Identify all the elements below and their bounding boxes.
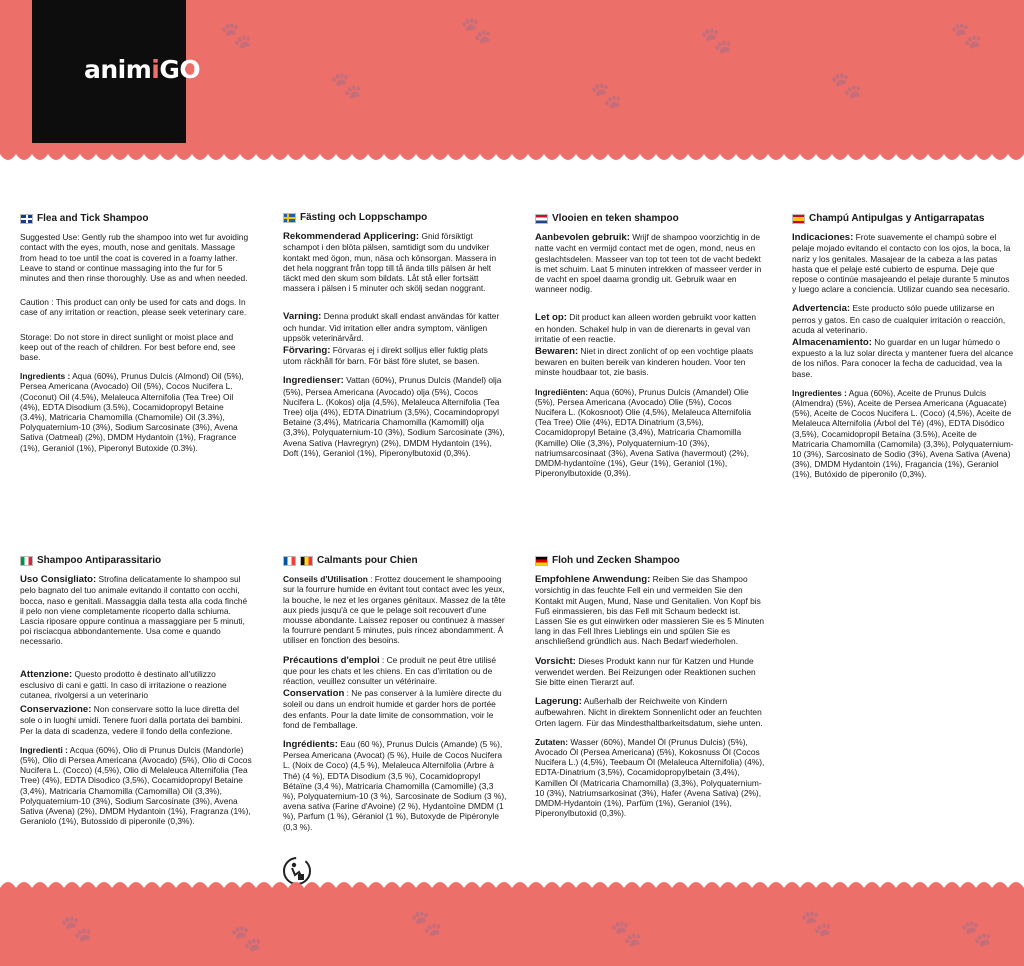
usage-text: Uso Consigliato: Strofina delicatamente lo shampoo sul pelo bagnato del tuo animale evitando il contatto con occhi, bocca, naso e genitali. Massaggia dalla testa alla coda finché il pelo non viene completamente ricoperto dalla schiuma. Lascia riposare oppure continua a massaggiare per 5 minuti, poi risciacqua abbondantemente. Usa come e quando necessario.	[20, 574, 248, 647]
section-title: Calmants pour Chien	[283, 556, 508, 566]
germany-flag-icon	[535, 556, 548, 566]
paw-print-icon: 🐾	[800, 908, 833, 938]
precautions-text: Précautions d'emploi : Ce produit ne peut être utilisé que pour les chats et les chiens. En cas d'irritation ou de réaction, veuillez consulter un vétérinaire.	[283, 654, 497, 687]
netherlands-flag-icon	[535, 214, 548, 224]
section-german	[535, 556, 765, 827]
storage-text: Bewaren: Niet in direct zonlicht of op een vochtige plaats bewaren en buiten bereik van kinderen houden. Voor ten minste houdbaar tot, zie basis.	[535, 346, 754, 378]
section-title: Floh und Zecken Shampoo	[535, 556, 765, 566]
paw-print-icon: 🐾	[330, 70, 363, 100]
storage-text: Conservazione: Non conservare sotto la luce diretta del sole o in luoghi umidi. Tenere fuori dalla portata dei bambini. Per la data di scadenza, vedere il fondo della confezione.	[20, 704, 243, 736]
top-scalloped-edge	[0, 146, 1024, 168]
paw-print-icon: 🐾	[950, 20, 983, 50]
section-spanish	[792, 214, 1014, 489]
ingredients-text: Ingredientes : Agua (60%), Aceite de Prunus Dulcis (Almendra) (5%), Aceite de Persea Americana (Aguacate) (5%), Aceite de Cocos Nucifera L. (Coco) (4,5%), Aceite de Melaleuca Alternifolia (Árbol del Té) (4%), EDTA Disódico (3,5%), Cocamidopropil Betaína (3.5%), Aceite de Matricaria Chamomilla (Camomila) (3,3%), Polyquaternium-10 (3%), Sarcosinato de Sodio (3%), Avena Sativa (Avena) (3%), DMDM Hydantoin (1%), Fragancia (1%), Geraniol (1%), Butóxido de piperonilo (0,3%).	[792, 387, 1014, 480]
caution-text: Let op: Dit product kan alleen worden gebruikt voor katten en honden. Schakel hulp in van de dierenarts in geval van irritatie of een reactie.	[535, 312, 756, 344]
section-title: Fästing och Loppschampo	[283, 213, 505, 223]
paw-print-icon: 🐾	[230, 923, 263, 953]
section-swedish	[283, 213, 505, 467]
paw-print-icon: 🐾	[960, 918, 993, 948]
paw-print-icon: 🐾	[60, 913, 93, 943]
ingredients-text: Ingredienser: Vattan (60%), Prunus Dulcis (Mandel) olja (5%), Persea Americana (Avocado) olja (5%), Cocos Nucifera L. (Kokos) olja (4,5%), Melaleuca Alternifolia (Tea Tree) olja (4%), EDTA Dinatrium (3,5%), Cocamindopropyl Betaine (3,4%), Matricaria Chamomilla (Kamomill) olja (3,3%), Polyquaternium-10 (3%), Sodium Sarcosinate (3%), Avena Sativa (Havregryn) (2%), DMDM Hydantoin (1%), Doft (1%), Geraniol (1%), Piperonylbutoxid (0,3%).	[283, 375, 505, 458]
paw-print-icon: 🐾	[590, 80, 623, 110]
belgium-flag-icon	[300, 556, 313, 566]
usage-text: Empfohlene Anwendung: Reiben Sie das Shampoo vorsichtig in das feuchte Fell ein und vermeiden Sie den Kontakt mit Augen, Mund, Nase und Genitalien. Von Kopf bis Fuß einmassieren, bis das Fell mit Schaum bedeckt ist. Lassen Sie es gut einwirken oder massieren Sie es 5 Minuten lang in das Fell Ihres Lieblings ein und spülen Sie es anschließend gründlich aus. Nach Bedarf wiederholen.	[535, 574, 765, 647]
ingredients-text: Ingredients : Aqua (60%), Prunus Dulcis (Almond) Oil (5%), Persea Americana (Avocado) Oil (5%), Cocos Nucifera L. (Coconut) Oil (4.5%), Melaleuca Alternifolia (Tea Tree) Oil (4%), EDTA Disodium (3.5%), Cocamidopropyl Betaine (3.4%), Matricaria Chamomilla (Chamomile) Oil (3.3%), Polyquaternium-10 (3%), Sodium Sarcosinate (3%), Avena Sativa (Oatmeal) (2%), DMDM Hydantoin (1%), Fragrance (1%), Geraniol (1%), Piperonyl Butoxide (0.3%).	[20, 371, 244, 453]
spain-flag-icon	[792, 214, 805, 224]
paw-print-icon: 🐾	[460, 15, 493, 45]
section-title: Champú Antipulgas y Antigarrapatas	[792, 214, 1014, 224]
paw-print-icon: 🐾	[830, 70, 863, 100]
warning-text: Varning: Denna produkt skall endast användas för katter och hundar. Vid irritation eller andra symptom, vänligen uppsök veterinärvård.	[283, 311, 500, 343]
bottom-decorative-band	[0, 893, 1024, 966]
sweden-flag-icon	[283, 213, 296, 223]
section-title: Flea and Tick Shampoo	[20, 214, 252, 224]
caution-text: Vorsicht: Dieses Produkt kann nur für Katzen und Hunde verwendet werden. Bei Reizungen oder Reaktionen suchen Sie bitte einen Tierarzt auf.	[535, 655, 756, 688]
brand-logo-box	[32, 0, 201, 143]
top-decorative-band	[0, 0, 1024, 152]
storage-text: Lagerung: Außerhalb der Reichweite von Kindern aufbewahren. Nicht in direktem Sonnenlicht oder an feuchten Orten lagern. Für das Mindesthaltbarkeitsdatum, siehe unten.	[535, 696, 763, 728]
paw-print-icon: 🐾	[700, 25, 733, 55]
storage-text: Förvaring: Förvaras ej i direkt solljus eller fuktig plats utom räckhåll för barn. För bäst före slutet, se basen.	[283, 345, 488, 367]
storage-text: Conservation : Ne pas conserver à la lumière directe du soleil ou dans un endroit humide et garder hors de portée des enfants. Pour la date limite de consommation, voir le fond de l'emballage.	[283, 688, 502, 730]
section-french	[283, 556, 508, 841]
uk-flag-icon	[20, 214, 33, 224]
warning-text: Attenzione: Questo prodotto è destinato all'utilizzo esclusivo di cani e gatti. In caso di irritazione o reazione cutanea, rivolgersi a un veterinario	[20, 668, 227, 701]
section-english	[20, 214, 252, 462]
storage-text: Almacenamiento: No guardar en un lugar húmedo o expuesto a la luz solar directa y mantener fuera del alcance de los niños. Para conocer la fecha de caducidad, vea la base.	[792, 337, 1014, 379]
paw-print-icon: 🐾	[220, 20, 253, 50]
ingredients-text: Ingrediënten: Aqua (60%), Prunus Dulcis (Amandel) Olie (5%), Persea Americana (Avocado) Olie (5%), Cocos Nucifera L. (Kokosnoot) Olie (4,5%), Melaleuca Alternifolia (Tea Tree) Olie (4%), EDTA Dinatrium (3,5%), Cocamidopropyl Betaine (3,4%), Matricaria Chamomilla (Kamille) Olie (3,3%), Polyquaternium-10 (3%), natriumsarcosinaat (3%), Avena Sativa (havermout) (2%), DMDM-hydantoïne (1%), Geur (1%), Geraniol (1%), Piperonylbutoxide (0,3%).	[535, 386, 751, 479]
usage-text: Rekommenderad Applicering: Gnid försiktigt schampot i den blöta pälsen, samtidigt som du undviker kontakt med ögon, mun, näsa och könsorgan. Massera in det hela noggrant från topp till tå ända tills pälsen är helt täckt med den skum som bildats. Låt stå eller fortsätt massera i pälsen i 5 minuter och skölj sedan noggrant.	[283, 231, 497, 294]
warning-text: Advertencia: Este producto sólo puede utilizarse en perros y gatos. En caso de cualquier irritación o reacción, acuda al veterinario.	[792, 303, 1006, 335]
section-dutch	[535, 214, 763, 487]
section-italian	[20, 556, 252, 835]
usage-text: Aanbevolen gebruik: Wrijf de shampoo voorzichtig in de natte vacht en vermijd contact met de ogen, mond, neus en geslachtsdelen. Masseer van top tot teen tot de vacht bedekt is met schuim. Laat 5 minuten intrekken of masseer verder in de vacht en spoel daarna grondig uit. Gebruik waar en wanneer nodig.	[535, 232, 762, 295]
paw-print-icon: 🐾	[410, 908, 443, 938]
caution-text: Caution : This product can only be used for cats and dogs. In case of any irritation or reaction, please seek veterinary care.	[20, 297, 247, 318]
usage-text: Suggested Use: Gently rub the shampoo into wet fur avoiding contact with the eyes, mouth, nose and genitals. Massage from head to toe until the coat is covered in a foamy lather. Leave to stand or continue massaging into the fur for 5 minutes and then rinse thoroughly. Use as and when needed.	[20, 232, 249, 284]
paw-print-icon: 🐾	[610, 918, 643, 948]
france-flag-icon	[283, 556, 296, 566]
ingredients-text: Zutaten: Wasser (60%), Mandel Öl (Prunus Dulcis) (5%), Avocado Öl (Persea Americana) (5%), Kokosnuss Öl (Cocos Nucifera L.) (4,5%), Teebaum Öl (Melaleuca Alternifolia) (4%), EDTA-Dinatrium (3,5%), Cocamidopropylbetain (3,4%), Kamillen Öl (Matricaria Chamomilla) (3,3%), Polyquaternium-10 (3%), Natriumsarkosinat (3%), Hafer (Avena Sativa) (2%), DMDM-Hydantoin (1%), Parfüm (1%), Geraniol (1%), Piperonylbutoxid (0,3%).	[535, 736, 765, 819]
usage-text: Indicaciones: Frote suavemente el champú sobre el pelaje mojado evitando el contacto con los ojos, la boca, la nariz y los genitales. Masajear de la cabeza a las patas hasta que el pelaje esté cubierto de espuma. Deje que repose o continúe masajeando el pelaje durante 5 minutos y luego aclare a conciencia. Utilizar cuando sea necesario.	[792, 232, 1011, 295]
brand-logo: animiGO	[84, 55, 201, 84]
ingredients-text: Ingredienti : Acqua (60%), Olio di Prunus Dulcis (Mandorle) (5%), Olio di Persea Americana (Avocado) (5%), Olio di Cocos Nucifera L. (Cocco) (4,5%), Olio di Melaleuca Alternifolia (Tea Tree) (4%), EDTA Disodico (3,5%), Cocamidopropyl Betaine (3,4%), Matricaria Chamomilla (Camomilla) Oil (3,3%), Polyquaternium-10 (3%), Sodium Sarcosinate (3%), Avena Sativa (Avena) (2%), DMDM Hydantoin (1%), Fragranza (1%), Geraniolo (1%), Butossido di piperonile (0,3%).	[20, 744, 252, 827]
usage-text: Conseils d'Utilisation : Frottez doucement le shampooing sur la fourrure humide en évitant tout contact avec les yeux, la bouche, le nez et les organes génitaux. Massez de la tête aux pieds jusqu'à ce que le pelage soit recouvert d'une mousse abondante. Laissez reposer ou continuez à masser la fourrure pendant 5 minutes, puis rincez abondamment. À utiliser en fonction des besoins.	[283, 574, 506, 646]
section-title: Shampoo Antiparassitario	[20, 556, 252, 566]
section-title: Vlooien en teken shampoo	[535, 214, 763, 224]
ingredients-text: Ingrédients: Eau (60 %), Prunus Dulcis (Amande) (5 %), Persea Americana (Avocat) (5 %), Huile de Cocos Nucifera L. (Noix de Coco) (4,5 %), Melaleuca Alternifolia (Arbre à Thé) (4 %), EDTA Disodium (3,5 %), Cocamidopropyl Bétaïne (3,4 %), Matricaria Chamomilla (Camomille) (3,3 %), Polyquaternium-10 (3 %), Sarcosinate de Sodium (3 %), avena sativa (Farine d'Avoine) (2 %), Hydantoïne DMDM (1 %), Parfum (1 %), Géraniol (1 %), Butoxyde de Pipéronyle (0,3 %).	[283, 739, 507, 832]
storage-text: Storage: Do not store in direct sunlight or moist place and keep out of the reach of children. For best before end, see base.	[20, 331, 236, 363]
italy-flag-icon	[20, 556, 33, 566]
